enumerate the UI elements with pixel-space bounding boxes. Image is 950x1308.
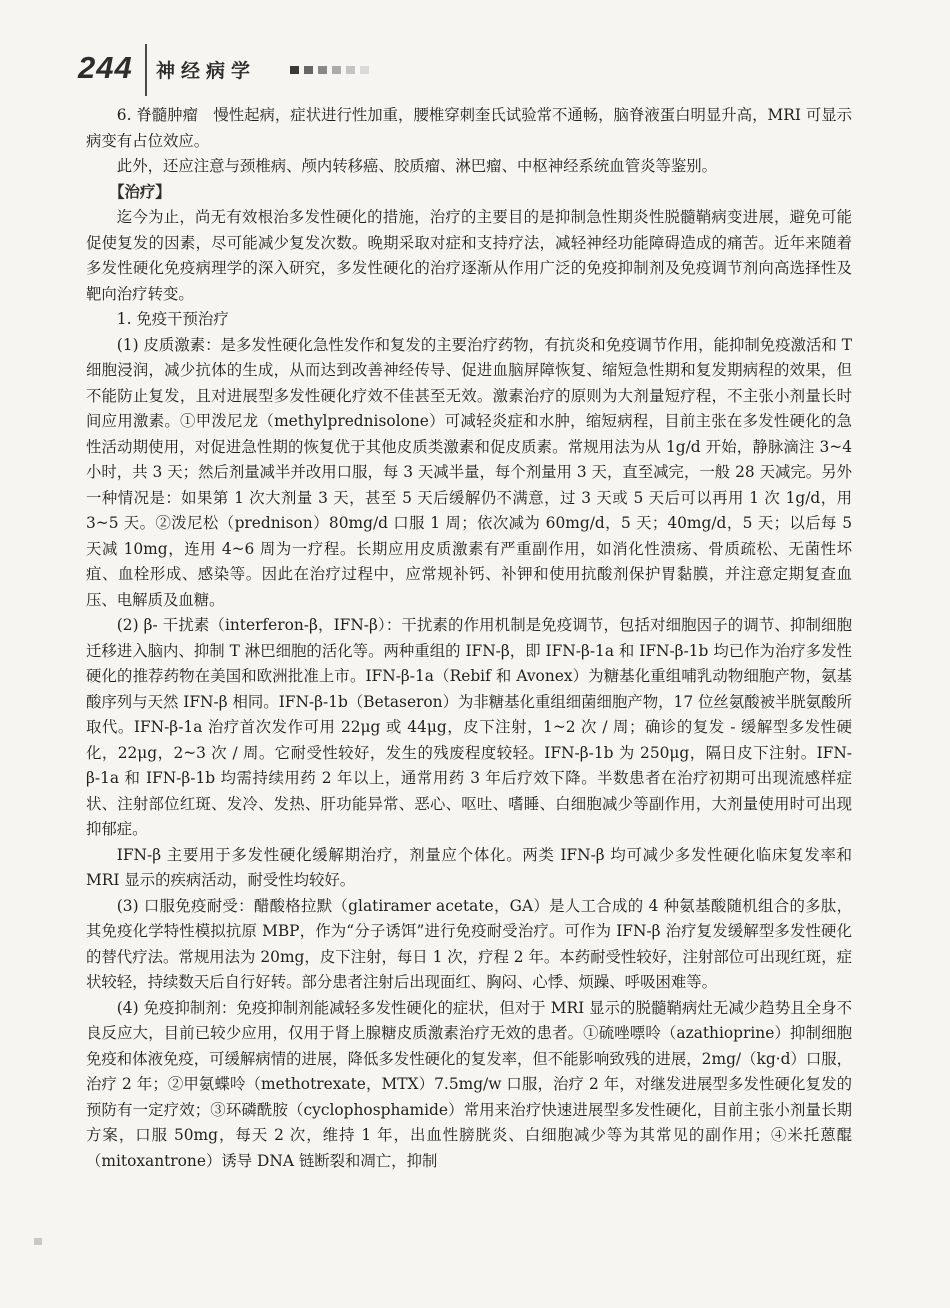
paragraph-oral-tolerance: (3) 口服免疫耐受：醋酸格拉默（glatiramer acetate，GA）是人工合成的 4 种氨基酸随机组合的多肽，其免疫化学特性模拟抗原 MBP，作为“分子诱饵”进行免疫耐受治疗。可作为 IFN-β 治疗复发缓解型多发性硬化的替代疗法。常规用法为 20mg，皮下注射，每日 1 次，疗程 2 年。本药耐受性较好，注射部位可出现红斑，症状较轻，持续数天后自行好转。部分患者注射后出现面红、胸闷、心悸、烦躁、呼吸困难等。 <box>86 896 852 991</box>
section-heading-treatment: 【治疗】 <box>109 182 171 201</box>
page-body <box>86 103 852 1174</box>
corner-mark <box>34 1238 42 1245</box>
paragraph-differential: 此外，还应注意与颈椎病、颅内转移癌、胶质瘤、淋巴瘤、中枢神经系统血管炎等鉴别。 <box>116 157 718 175</box>
paragraph-treatment-intro: 迄今为止，尚无有效根治多发性硬化的措施，治疗的主要目的是抑制急性期炎性脱髓鞘病变进展，避免可能促使复发的因素，尽可能减少复发次数。晚期采取对症和支持疗法，减轻神经功能障碍造成的痛苦。近年来随着多发性硬化免疫病理学的深入研究，多发性硬化的治疗逐渐从作用广泛的免疫抑制剂及免疫调节剂向高选择性及靶向治疗转变。 <box>86 208 852 303</box>
book-title: 神经病学 <box>156 60 257 82</box>
decor-square <box>304 66 313 74</box>
paragraph-interferon-use: IFN-β 主要用于多发性硬化缓解期治疗，剂量应个体化。两类 IFN-β 均可减少多发性硬化临床复发率和 MRI 显示的疾病活动，耐受性均较好。 <box>86 845 852 889</box>
decorative-squares <box>290 66 369 74</box>
decor-square <box>318 66 327 74</box>
paragraph-interferon: (2) β- 干扰素（interferon-β，IFN-β）：干扰素的作用机制是免疫调节，包括对细胞因子的调节、抑制细胞迁移进入脑内、抑制 T 淋巴细胞的活化等。两种重组的 IFN-β，即 IFN-β-1a 和 IFN-β-1b 均已作为治疗多发性硬化的推荐药物在美国和欧洲批准上市。IFN-β-1a（Rebif 和 Avonex）为糖基化重组哺乳动物细胞产物，氨基酸序列与天然 IFN-β 相同。IFN-β-1b（Betaseron）为非糖基化重组细菌细胞产物，17 位丝氨酸被半胱氨酸所取代。IFN-β-1a 治疗首次发作可用 22μg 或 44μg，皮下注射，1~2 次 / 周；确诊的复发 - 缓解型多发性硬化，22μg，2~3 次 / 周。它耐受性较好，发生的残废程度较轻。IFN-β-1b 为 250μg，隔日皮下注射。IFN-β-1a 和 IFN-β-1b 均需持续用药 2 年以上，通常用药 3 年后疗效下降。半数患者在治疗初期可出现流感样症状、注射部位红斑、发冷、发热、肝功能异常、恶心、呕吐、嗜睡、白细胞减少等副作用，大剂量使用时可出现抑郁症。 <box>86 616 852 838</box>
paragraph-immunosuppressants: (4) 免疫抑制剂：免疫抑制剂能减轻多发性硬化的症状，但对于 MRI 显示的脱髓鞘病灶无减少趋势且全身不良反应大，目前已较少应用，仅用于肾上腺糖皮质激素治疗无效的患者。①硫唑嘌呤（azathioprine）抑制细胞免疫和体液免疫，可缓解病情的进展，降低多发性硬化的复发率，但不能影响致残的进展，2mg/（kg·d）口服，治疗 2 年；②甲氨蝶呤（methotrexate，MTX）7.5mg/w 口服，治疗 2 年，对继发进展型多发性硬化复发的预防有一定疗效；③环磷酰胺（cyclophosphamide）常用来治疗快速进展型多发性硬化，目前主张小剂量长期方案，口服 50mg，每天 2 次，维持 1 年，出血性膀胱炎、白细胞减少等为其常见的副作用；④米托蒽醌（mitoxantrone）诱导 DNA 链断裂和凋亡，抑制 <box>86 998 853 1170</box>
decor-square <box>346 66 355 74</box>
decor-square <box>360 66 369 74</box>
decor-square <box>290 66 299 74</box>
paragraph-spinal-tumor: 6. 脊髓肿瘤 慢性起病，症状进行性加重，腰椎穿刺奎氏试验常不通畅，脑脊液蛋白明显升高，MRI 可显示病变有占位效应。 <box>86 106 852 150</box>
header-divider <box>145 44 147 96</box>
page-header <box>78 36 868 96</box>
page-number: 244 <box>78 50 133 85</box>
subheading-immune-intervention: 1. 免疫干预治疗 <box>116 310 229 328</box>
paragraph-corticosteroids: (1) 皮质激素：是多发性硬化急性发作和复发的主要治疗药物，有抗炎和免疫调节作用，能抑制免疫激活和 T 细胞浸润，减少抗体的生成，从而达到改善神经传导、促进血脑屏障恢复、缩短急性期和复发期病程的效果，但不能防止复发，且对进展型多发性硬化疗效不佳甚至无效。激素治疗的原则为大剂量短疗程，不主张小剂量长时间应用激素。①甲泼尼龙（methylprednisolone）可减轻炎症和水肿，缩短病程，目前主张在多发性硬化的急性活动期使用，对促进急性期的恢复优于其他皮质类激素和促皮质素。常规用法为从 1g/d 开始，静脉滴注 3~4 小时，共 3 天；然后剂量减半并改用口服，每 3 天减半量，每个剂量用 3 天，直至减完，一般 28 天减完。另外一种情况是：如果第 1 次大剂量 3 天，甚至 5 天后缓解仍不满意，过 3 天或 5 天后可以再用 1 次 1g/d，用 3~5 天。②泼尼松（prednison）80mg/d 口服 1 周；依次减为 60mg/d，5 天；40mg/d，5 天；以后每 5 天减 10mg，连用 4~6 周为一疗程。长期应用皮质激素有严重副作用，如消化性溃疡、骨质疏松、无菌性坏疽、血栓形成、感染等。因此在治疗过程中，应常规补钙、补钾和使用抗酸剂保护胃黏膜，并注意定期复查血压、电解质及血糖。 <box>86 335 852 609</box>
decor-square <box>332 66 341 74</box>
